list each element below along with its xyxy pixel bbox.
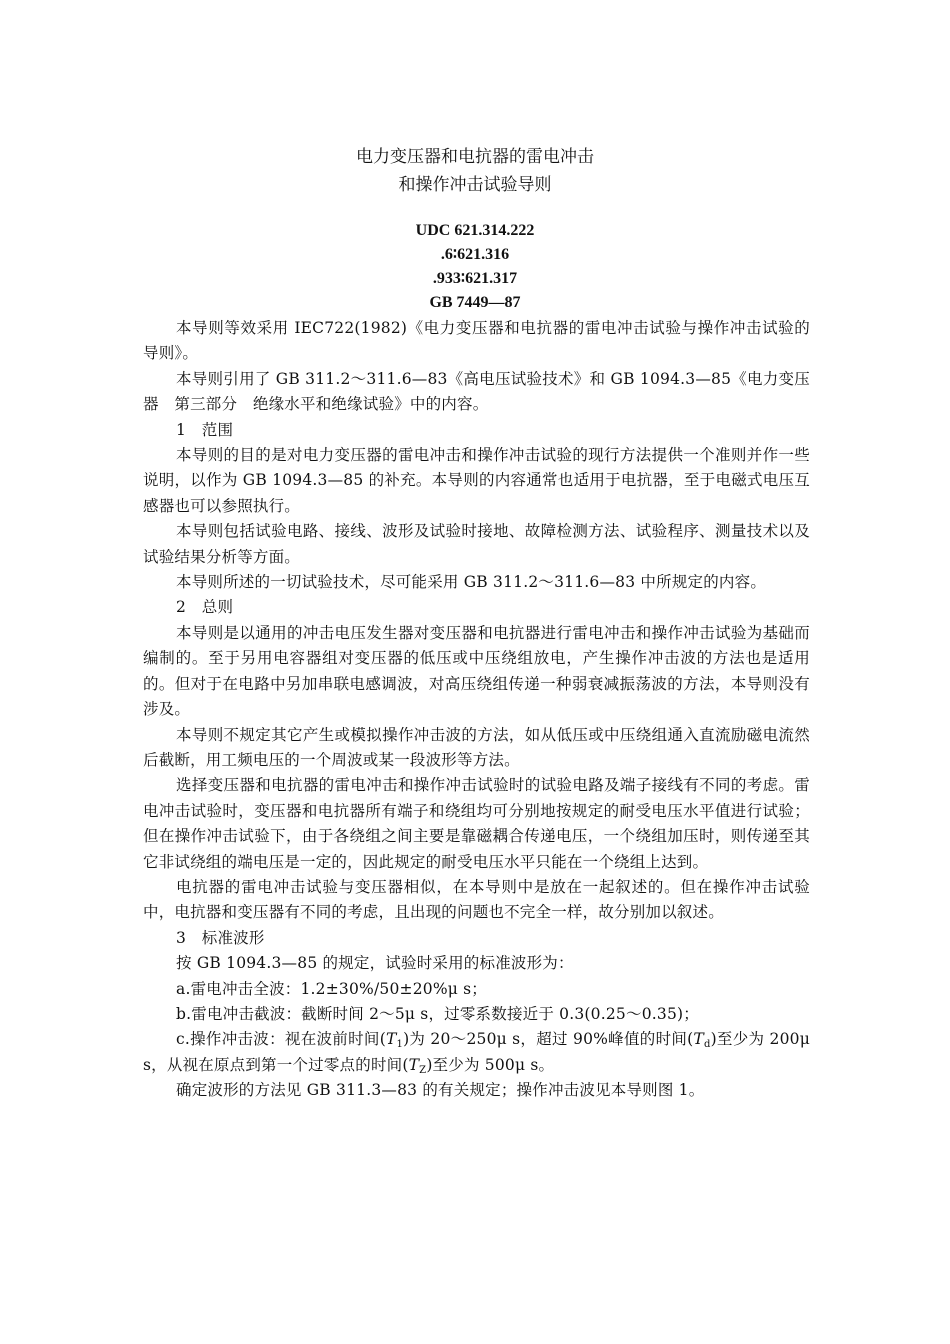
document-body	[143, 316, 810, 1104]
text-run: )至少为 200μ s，从视在原点到第一个过零点的时间(	[143, 1030, 811, 1074]
section-heading: 1 范围	[176, 420, 234, 439]
paragraph: 本导则所述的一切试验技术，尽可能采用 GB 311.2～311.6—83 中所规定的内容。	[176, 573, 767, 592]
subscript: 1	[396, 1039, 404, 1051]
paragraph: 本导则包括试验电路、接线、波形及试验时接地、故障检测方法、试验程序、测量技术以及试验结果分析等方面。	[143, 522, 810, 566]
udc-code-2: .6∶621.316	[440, 246, 510, 263]
subscript: Z	[419, 1064, 427, 1076]
udc-code-1: UDC 621.314.222	[415, 222, 535, 239]
list-item-b: b.雷电冲击截波：截断时间 2～5μ s，过零系数接近于 0.3(0.25～0.35)；	[176, 1004, 699, 1023]
paragraph: 本导则是以通用的冲击电压发生器对变压器和电抗器进行雷电冲击和操作冲击试验为基础而编制的。至于另用电容器组对变压器的低压或中压绕组放电，产生操作冲击波的方法也是适用的。但对于在电路中另加串联电感调波，对高压绕组传递一种弱衰减振荡波的方法，本导则没有涉及。	[143, 623, 810, 719]
list-item-a: a.雷电冲击全波：1.2±30%/50±20%μ s；	[176, 979, 487, 998]
paragraph: 确定波形的方法见 GB 311.3—83 的有关规定；操作冲击波见本导则图 1。	[176, 1081, 705, 1100]
list-item-c	[143, 1027, 810, 1078]
document-title	[0, 143, 950, 199]
symbol-t: T	[385, 1030, 397, 1049]
text-run: )至少为 500μ s。	[426, 1055, 555, 1074]
section-heading: 2 总则	[176, 598, 234, 617]
paragraph: 按 GB 1094.3—85 的规定，试验时采用的标准波形为：	[176, 954, 574, 973]
text-run: )为 20～250μ s，超过 90%峰值的时间(	[403, 1030, 694, 1049]
text-run: c.操作冲击波：视在波前时间(	[176, 1030, 386, 1049]
paragraph: 本导则引用了 GB 311.2～311.6—83《高电压试验技术》和 GB 1094.3—85《电力变压器 第三部分 绝缘水平和绝缘试验》中的内容。	[143, 369, 810, 414]
classification-block	[0, 219, 950, 315]
standard-number: GB 7449—87	[429, 294, 521, 311]
paragraph: 本导则不规定其它产生或模拟操作冲击波的方法，如从低压或中压绕组通入直流励磁电流然后截断，用工频电压的一个周波或某一段波形等方法。	[143, 725, 810, 769]
section-heading: 3 标准波形	[176, 928, 265, 947]
paragraph: 电抗器的雷电冲击试验与变压器相似，在本导则中是放在一起叙述的。但在操作冲击试验中，电抗器和变压器有不同的考虑，且出现的问题也不完全一样，故分别加以叙述。	[143, 877, 810, 922]
title-line-2: 和操作冲击试验导则	[398, 175, 552, 195]
paragraph: 本导则等效采用 IEC722(1982)《电力变压器和电抗器的雷电冲击试验与操作冲击试验的导则》。	[143, 319, 810, 363]
symbol-t: T	[693, 1030, 704, 1049]
title-line-1: 电力变压器和电抗器的雷电冲击	[356, 147, 594, 167]
subscript: d	[703, 1039, 711, 1051]
paragraph: 选择变压器和电抗器的雷电冲击和操作冲击试验时的试验电路及端子接线有不同的考虑。雷电冲击试验时，变压器和电抗器所有端子和绕组均可分别地按规定的耐受电压水平值进行试验；但在操作冲击试验下，由于各绕组之间主要是靠磁耦合传递电压，一个绕组加压时，则传递至其它非试绕组的端电压是一定的，因此规定的耐受电压水平只能在一个绕组上达到。	[143, 776, 810, 871]
paragraph: 本导则的目的是对电力变压器的雷电冲击和操作冲击试验的现行方法提供一个准则并作一些说明，以作为 GB 1094.3—85 的补充。本导则的内容通常也适用于电抗器，至于电磁式电压互感器也可以参照执行。	[143, 446, 810, 515]
udc-code-3: .933∶621.317	[432, 270, 518, 287]
symbol-t: T	[408, 1055, 420, 1074]
